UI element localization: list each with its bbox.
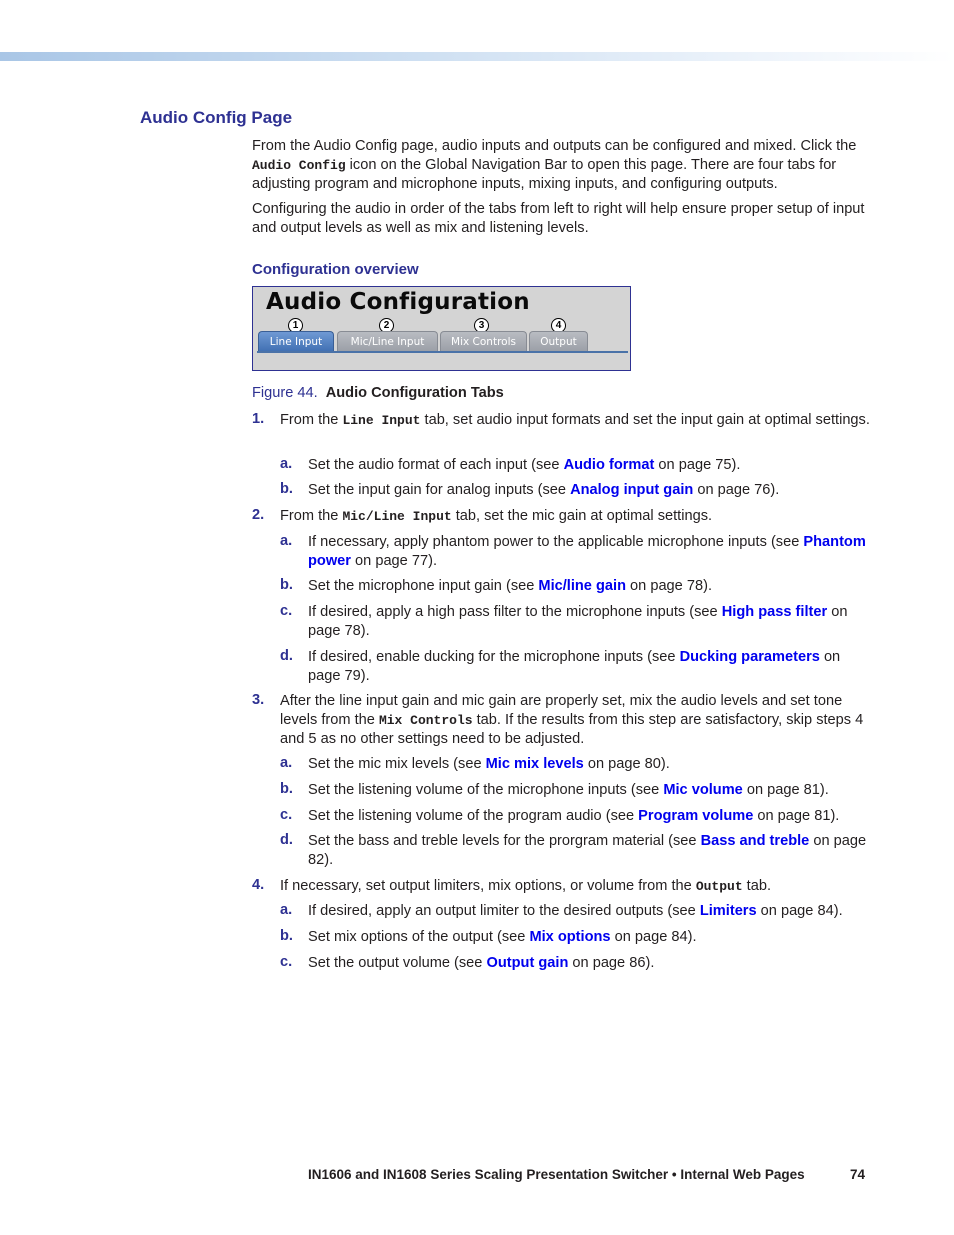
step-2c-text xyxy=(308,603,872,641)
header-gradient-bar xyxy=(0,52,954,61)
tab-baseline xyxy=(257,351,628,353)
page-number: 74 xyxy=(850,1167,866,1182)
step-text: Set the input gain for analog inputs (see xyxy=(308,482,571,498)
step-text: on page 86). xyxy=(568,955,655,971)
link-mic-volume[interactable]: Mic volume xyxy=(663,782,743,798)
substep-letter: a. xyxy=(280,533,293,549)
link-audio-format[interactable]: Audio format xyxy=(563,457,655,473)
step-text: Set the mic mix levels (see xyxy=(308,756,486,772)
substep-letter: a. xyxy=(280,456,293,472)
figure-title: Audio Configuration xyxy=(266,289,530,315)
footer-title: IN1606 and IN1608 Series Scaling Presentation Switcher • Internal Web Pages xyxy=(308,1167,805,1182)
substep-letter: c. xyxy=(280,603,293,619)
step-2d-text xyxy=(308,648,872,686)
step-text: From the xyxy=(280,508,343,524)
step-number: 1. xyxy=(252,411,265,427)
step-text: on page 81). xyxy=(742,782,829,798)
code-audio-config: Audio Config xyxy=(252,158,346,173)
link-phantom-power[interactable]: Phantom power xyxy=(308,534,866,569)
link-ducking-parameters[interactable]: Ducking parameters xyxy=(679,649,820,665)
link-bass-and-treble[interactable]: Bass and treble xyxy=(700,833,810,849)
step-3c-text xyxy=(308,807,872,826)
substep-letter: b. xyxy=(280,928,293,944)
step-text: If desired, apply an output limiter to the desired outputs (see xyxy=(308,903,700,919)
link-limiters[interactable]: Limiters xyxy=(699,903,757,919)
step-text: tab, set the mic gain at optimal settings. xyxy=(451,508,713,524)
tab-mix-controls[interactable]: Mix Controls xyxy=(440,331,527,352)
page-heading: Audio Config Page xyxy=(140,108,293,127)
figure-caption xyxy=(252,385,504,401)
figure-number: Figure 44. xyxy=(252,385,318,401)
step-text: Set the bass and treble levels for the prorgram material (see xyxy=(308,833,701,849)
step-text: Set the listening volume of the program audio (see xyxy=(308,808,639,824)
link-analog-input-gain[interactable]: Analog input gain xyxy=(570,482,694,498)
step-text: on page 76). xyxy=(693,482,780,498)
tab-mic-line-input[interactable]: Mic/Line Input xyxy=(337,331,438,352)
link-mix-options[interactable]: Mix options xyxy=(529,929,611,945)
callout-4: 4 xyxy=(551,318,566,333)
step-4b-text xyxy=(308,928,872,947)
step-4a-text xyxy=(308,902,872,921)
callout-3: 3 xyxy=(474,318,489,333)
step-text: Set the output volume (see xyxy=(308,955,487,971)
code-line-input: Line Input xyxy=(342,413,421,428)
callout-2: 2 xyxy=(379,318,394,333)
step-text: on page 80). xyxy=(583,756,670,772)
step-text: If desired, enable ducking for the microphone inputs (see xyxy=(308,649,680,665)
section-subheading: Configuration overview xyxy=(252,261,419,278)
step-text: From the xyxy=(280,412,343,428)
step-text: on page 78). xyxy=(308,604,848,639)
link-mic-line-gain[interactable]: Mic/line gain xyxy=(538,578,626,594)
link-program-volume[interactable]: Program volume xyxy=(638,808,754,824)
step-text: on page 79). xyxy=(308,649,841,684)
callout-1: 1 xyxy=(288,318,303,333)
step-number: 4. xyxy=(252,877,265,893)
substep-letter: d. xyxy=(280,832,293,848)
step-text: on page 75). xyxy=(654,457,741,473)
step-text: on page 77). xyxy=(350,553,437,569)
audio-configuration-figure xyxy=(252,286,631,371)
step-text: on page 82). xyxy=(308,833,867,868)
substep-letter: c. xyxy=(280,807,293,823)
step-4c-text xyxy=(308,954,872,973)
step-number: 2. xyxy=(252,507,265,523)
code-mic-line-input: Mic/Line Input xyxy=(342,509,452,524)
step-text: on page 84). xyxy=(756,903,843,919)
substep-letter: b. xyxy=(280,577,293,593)
substep-letter: b. xyxy=(280,781,293,797)
link-high-pass-filter[interactable]: High pass filter xyxy=(721,604,828,620)
step-text: tab. If the results from this step are satisfactory, skip steps 4 and 5 as no other settings need to be adjusted. xyxy=(280,712,864,747)
step-2-text xyxy=(280,507,872,526)
step-4-text xyxy=(280,877,872,896)
step-text: Set the listening volume of the microphone inputs (see xyxy=(308,782,664,798)
step-1-text xyxy=(280,411,872,430)
step-text: After the line input gain and mic gain are properly set, mix the audio levels and set tone levels from the xyxy=(280,693,843,728)
tab-output[interactable]: Output xyxy=(529,331,588,352)
substep-letter: b. xyxy=(280,481,293,497)
substep-letter: a. xyxy=(280,902,293,918)
intro-text: From the Audio Config page, audio inputs and outputs can be configured and mixed. Click the xyxy=(252,138,857,154)
step-text: on page 81). xyxy=(753,808,840,824)
intro-text: icon on the Global Navigation Bar to open this page. There are four tabs for adjusting program and microphone inputs, mixing inputs, and configuring outputs. xyxy=(252,157,837,192)
step-2b-text xyxy=(308,577,872,596)
intro-paragraph-2: Configuring the audio in order of the tabs from left to right will help ensure proper setup of input and output levels as well as mix and listening levels. xyxy=(252,201,865,236)
substep-letter: c. xyxy=(280,954,293,970)
step-text: on page 84). xyxy=(610,929,697,945)
step-3-text xyxy=(280,692,872,749)
step-text: tab, set audio input formats and set the input gain at optimal settings. xyxy=(420,412,870,428)
step-text: Set the audio format of each input (see xyxy=(308,457,564,473)
substep-letter: a. xyxy=(280,755,293,771)
link-mic-mix-levels[interactable]: Mic mix levels xyxy=(485,756,584,772)
link-output-gain[interactable]: Output gain xyxy=(486,955,569,971)
substep-letter: d. xyxy=(280,648,293,664)
code-mix-controls: Mix Controls xyxy=(378,713,473,728)
step-text: If desired, apply a high pass filter to the microphone inputs (see xyxy=(308,604,722,620)
step-number: 3. xyxy=(252,692,265,708)
step-text: on page 78). xyxy=(625,578,712,594)
tab-line-input[interactable]: Line Input xyxy=(258,331,334,352)
step-text: If necessary, apply phantom power to the applicable microphone inputs (see xyxy=(308,534,804,550)
intro-paragraph-1 xyxy=(252,137,872,194)
step-text: If necessary, set output limiters, mix options, or volume from the xyxy=(280,878,696,894)
step-text: Set the microphone input gain (see xyxy=(308,578,539,594)
step-text: Set mix options of the output (see xyxy=(308,929,530,945)
step-1a-text xyxy=(308,456,872,475)
step-3b-text xyxy=(308,781,872,800)
step-3d-text xyxy=(308,832,872,870)
code-output: Output xyxy=(695,879,743,894)
step-2a-text xyxy=(308,533,872,571)
figure-caption-title: Audio Configuration Tabs xyxy=(325,385,504,401)
step-text: tab. xyxy=(742,878,772,894)
step-1b-text xyxy=(308,481,872,500)
step-3a-text xyxy=(308,755,872,774)
